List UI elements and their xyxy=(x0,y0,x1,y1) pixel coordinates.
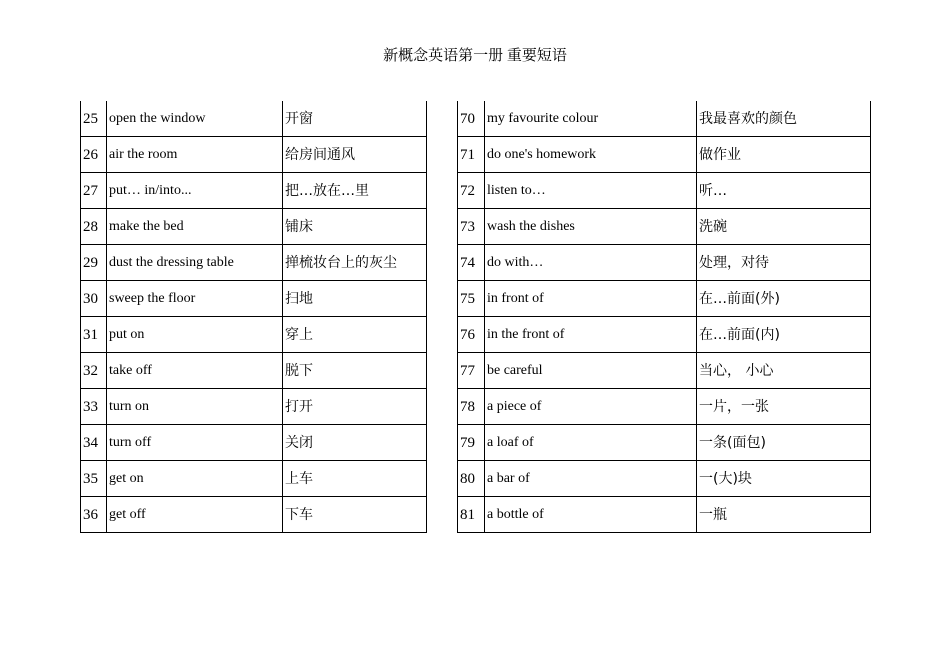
phrase-number: 31 xyxy=(81,317,107,353)
table-row xyxy=(81,317,427,353)
phrase-chinese: 听… xyxy=(697,173,871,209)
phrase-chinese: 穿上 xyxy=(283,317,427,353)
phrase-number: 33 xyxy=(81,389,107,425)
phrase-number: 72 xyxy=(458,173,485,209)
phrase-chinese: 做作业 xyxy=(697,137,871,173)
phrase-chinese: 铺床 xyxy=(283,209,427,245)
table-row xyxy=(81,173,427,209)
phrase-number: 79 xyxy=(458,425,485,461)
phrase-english: turn on xyxy=(107,389,283,425)
table-row xyxy=(458,281,871,317)
phrase-english: dust the dressing table xyxy=(107,245,283,281)
phrase-english: open the window xyxy=(107,101,283,137)
table-row xyxy=(81,425,427,461)
phrase-chinese: 一片，一张 xyxy=(697,389,871,425)
phrase-chinese: 给房间通风 xyxy=(283,137,427,173)
phrase-chinese: 一(大)块 xyxy=(697,461,871,497)
phrase-chinese: 打开 xyxy=(283,389,427,425)
phrase-number: 75 xyxy=(458,281,485,317)
page-title: 新概念英语第一册 重要短语 xyxy=(383,48,567,64)
table-row xyxy=(81,101,427,137)
phrase-chinese: 在…前面(外) xyxy=(697,281,871,317)
table-row xyxy=(458,425,871,461)
table-row xyxy=(81,353,427,389)
phrase-number: 30 xyxy=(81,281,107,317)
phrase-number: 32 xyxy=(81,353,107,389)
table-row xyxy=(458,101,871,137)
phrase-chinese: 洗碗 xyxy=(697,209,871,245)
phrase-number: 81 xyxy=(458,497,485,533)
phrase-english: get off xyxy=(107,497,283,533)
phrase-english: put… in/into... xyxy=(107,173,283,209)
phrase-english: get on xyxy=(107,461,283,497)
phrase-chinese: 一瓶 xyxy=(697,497,871,533)
table-row xyxy=(458,461,871,497)
phrase-number: 71 xyxy=(458,137,485,173)
phrase-english: be careful xyxy=(485,353,697,389)
phrase-number: 25 xyxy=(81,101,107,137)
phrase-chinese: 下车 xyxy=(283,497,427,533)
phrase-english: in the front of xyxy=(485,317,697,353)
phrase-chinese: 上车 xyxy=(283,461,427,497)
phrase-english: wash the dishes xyxy=(485,209,697,245)
phrase-english: my favourite colour xyxy=(485,101,697,137)
phrase-english: in front of xyxy=(485,281,697,317)
phrase-number: 70 xyxy=(458,101,485,137)
table-row xyxy=(458,209,871,245)
phrase-number: 76 xyxy=(458,317,485,353)
phrase-number: 80 xyxy=(458,461,485,497)
phrase-number: 77 xyxy=(458,353,485,389)
phrase-english: a loaf of xyxy=(485,425,697,461)
phrase-number: 26 xyxy=(81,137,107,173)
phrase-number: 34 xyxy=(81,425,107,461)
table-row xyxy=(458,353,871,389)
phrase-chinese: 处理，对待 xyxy=(697,245,871,281)
table-row xyxy=(81,245,427,281)
phrase-number: 73 xyxy=(458,209,485,245)
phrase-english: make the bed xyxy=(107,209,283,245)
phrase-english: do with… xyxy=(485,245,697,281)
table-row xyxy=(81,461,427,497)
phrase-number: 74 xyxy=(458,245,485,281)
table-row xyxy=(458,497,871,533)
table-row xyxy=(458,137,871,173)
table-row xyxy=(458,389,871,425)
phrase-chinese: 掸梳妆台上的灰尘 xyxy=(283,245,427,281)
phrase-english: put on xyxy=(107,317,283,353)
phrase-chinese: 当心， 小心 xyxy=(697,353,871,389)
phrase-english: listen to… xyxy=(485,173,697,209)
phrase-number: 28 xyxy=(81,209,107,245)
phrase-table-left xyxy=(80,101,427,533)
phrase-chinese: 扫地 xyxy=(283,281,427,317)
phrase-number: 78 xyxy=(458,389,485,425)
phrase-english: take off xyxy=(107,353,283,389)
table-row xyxy=(458,317,871,353)
phrase-chinese: 把…放在…里 xyxy=(283,173,427,209)
phrase-chinese: 开窗 xyxy=(283,101,427,137)
phrase-number: 29 xyxy=(81,245,107,281)
phrase-number: 27 xyxy=(81,173,107,209)
phrase-english: sweep the floor xyxy=(107,281,283,317)
phrase-english: a piece of xyxy=(485,389,697,425)
phrase-english: turn off xyxy=(107,425,283,461)
phrase-english: a bar of xyxy=(485,461,697,497)
phrase-chinese: 我最喜欢的颜色 xyxy=(697,101,871,137)
table-row xyxy=(458,173,871,209)
table-row xyxy=(81,137,427,173)
phrase-english: air the room xyxy=(107,137,283,173)
table-row xyxy=(458,245,871,281)
table-row xyxy=(81,281,427,317)
phrase-chinese: 一条(面包) xyxy=(697,425,871,461)
phrase-english: a bottle of xyxy=(485,497,697,533)
phrase-table-right xyxy=(457,101,871,533)
phrase-chinese: 脱下 xyxy=(283,353,427,389)
table-row xyxy=(81,389,427,425)
table-row xyxy=(81,209,427,245)
phrase-english: do one's homework xyxy=(485,137,697,173)
phrase-chinese: 关闭 xyxy=(283,425,427,461)
phrase-number: 35 xyxy=(81,461,107,497)
phrase-chinese: 在…前面(内) xyxy=(697,317,871,353)
table-row xyxy=(81,497,427,533)
phrase-number: 36 xyxy=(81,497,107,533)
